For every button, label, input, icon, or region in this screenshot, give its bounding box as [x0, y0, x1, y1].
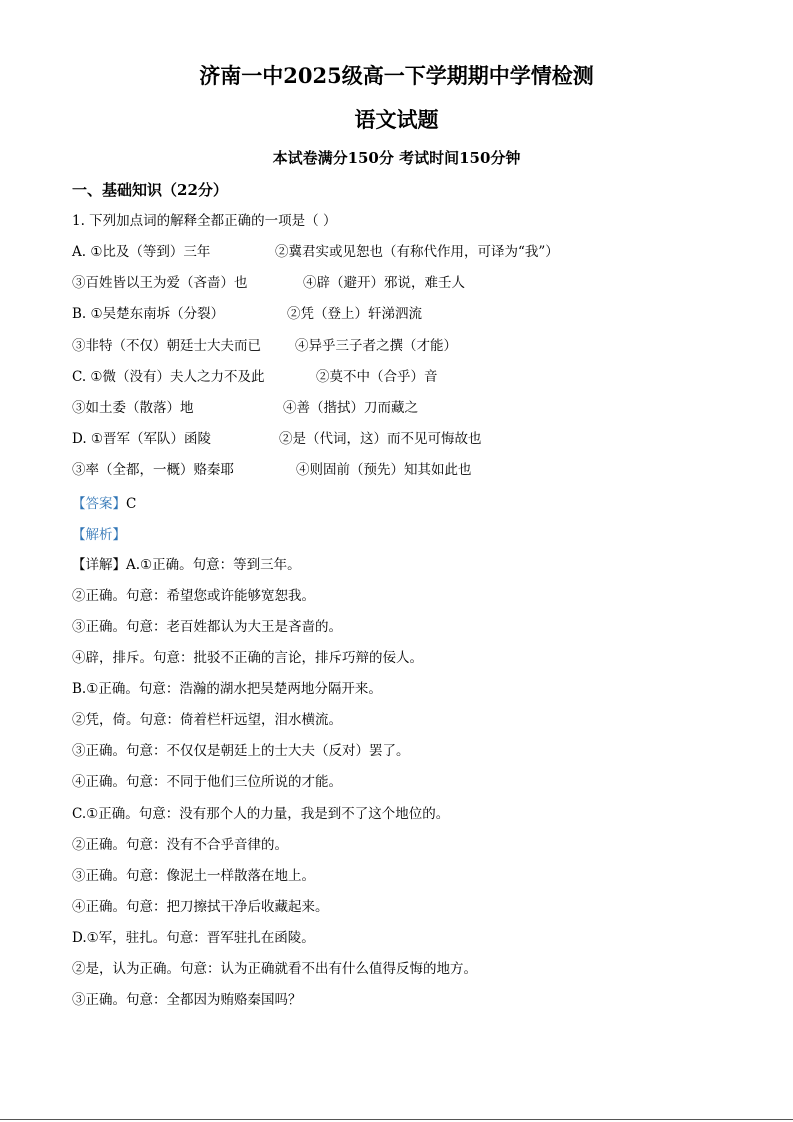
- option-d-2: ②是（代词，这）而不见可悔故也: [279, 431, 482, 447]
- option-a-line1: [72, 242, 559, 262]
- explanation-line: ②正确。句意：没有不合乎音律的。: [72, 837, 288, 853]
- explanation-line: ③正确。句意：老百姓都认为大王是吝啬的。: [72, 619, 342, 635]
- option-a-2: ②冀君实或见恕也（有称代作用，可译为“我”）: [275, 244, 559, 260]
- option-d-1: D. ①晋军（军队）函陵: [72, 431, 212, 447]
- explanation-line: ③正确。句意：全都因为贿赂秦国吗？: [72, 992, 302, 1008]
- option-a-1: A. ①比及（等到）三年: [72, 244, 211, 260]
- answer-line: [72, 494, 136, 514]
- explanation-line: B.①正确。句意：浩瀚的湖水把吴楚两地分隔开来。: [72, 681, 382, 697]
- explanation-line: ③正确。句意：像泥土一样散落在地上。: [72, 868, 315, 884]
- option-b-line1: [72, 304, 422, 324]
- option-a-4: ④辟（避开）邪说，难壬人: [303, 275, 465, 291]
- option-b-3: ③非特（不仅）朝廷士大夫而已: [72, 338, 261, 354]
- document-subtitle: 语文试题: [354, 107, 439, 132]
- option-a-line2: [72, 273, 465, 293]
- option-a-3: ③百姓皆以王为爱（吝啬）也: [72, 275, 248, 291]
- option-b-4: ④异乎三子者之撰（才能）: [295, 338, 457, 354]
- page-bottom-divider: [0, 1119, 793, 1120]
- option-d-line1: [72, 429, 482, 449]
- option-c-line1: [72, 367, 438, 387]
- option-c-4: ④善（揩拭）刀而藏之: [283, 400, 418, 416]
- explanation-line: 【详解】A.①正确。句意：等到三年。: [72, 557, 301, 573]
- option-d-line2: [72, 460, 472, 480]
- option-b-1: B. ①吴楚东南坼（分裂）: [72, 306, 225, 322]
- document-title: 济南一中2025级高一下学期期中学情检测: [199, 63, 594, 88]
- option-d-4: ④则固前（预先）知其如此也: [296, 462, 472, 478]
- explanation-line: ④辟，排斥。句意：批驳不正确的言论，排斥巧辩的佞人。: [72, 650, 423, 666]
- option-b-2: ②凭（登上）轩涕泗流: [287, 306, 422, 322]
- answer-label: 【答案】: [72, 496, 126, 512]
- explanation-line: ②是，认为正确。句意：认为正确就看不出有什么值得反悔的地方。: [72, 961, 477, 977]
- option-c-2: ②莫不中（合乎）音: [316, 369, 438, 385]
- explanation-line: ②正确。句意：希望您或许能够宽恕我。: [72, 588, 315, 604]
- explanation-line: ④正确。句意：不同于他们三位所说的才能。: [72, 774, 342, 790]
- question-stem: 1. 下列加点词的解释全都正确的一项是（ ）: [72, 213, 337, 229]
- explanation-line: D.①军，驻扎。句意：晋军驻扎在函陵。: [72, 930, 315, 946]
- option-b-line2: [72, 336, 457, 356]
- option-c-1: C. ①微（没有）夫人之力不及此: [72, 369, 265, 385]
- explanation-line: ②凭，倚。句意：倚着栏杆远望，泪水横流。: [72, 712, 342, 728]
- option-c-3: ③如土委（散落）地: [72, 400, 194, 416]
- option-c-line2: [72, 398, 418, 418]
- option-d-3: ③率（全都，一概）赂秦耶: [72, 462, 234, 478]
- answer-value: C: [126, 496, 137, 512]
- explanation-line: ③正确。句意：不仅仅是朝廷上的士大夫（反对）罢了。: [72, 743, 410, 759]
- exam-info: 本试卷满分150分 考试时间150分钟: [272, 149, 521, 167]
- analysis-label: 【解析】: [72, 527, 126, 543]
- explanation-line: ④正确。句意：把刀擦拭干净后收藏起来。: [72, 899, 329, 915]
- explanation-line: C.①正确。句意：没有那个人的力量，我是到不了这个地位的。: [72, 806, 450, 822]
- section-heading: 一、基础知识（22分）: [72, 181, 228, 199]
